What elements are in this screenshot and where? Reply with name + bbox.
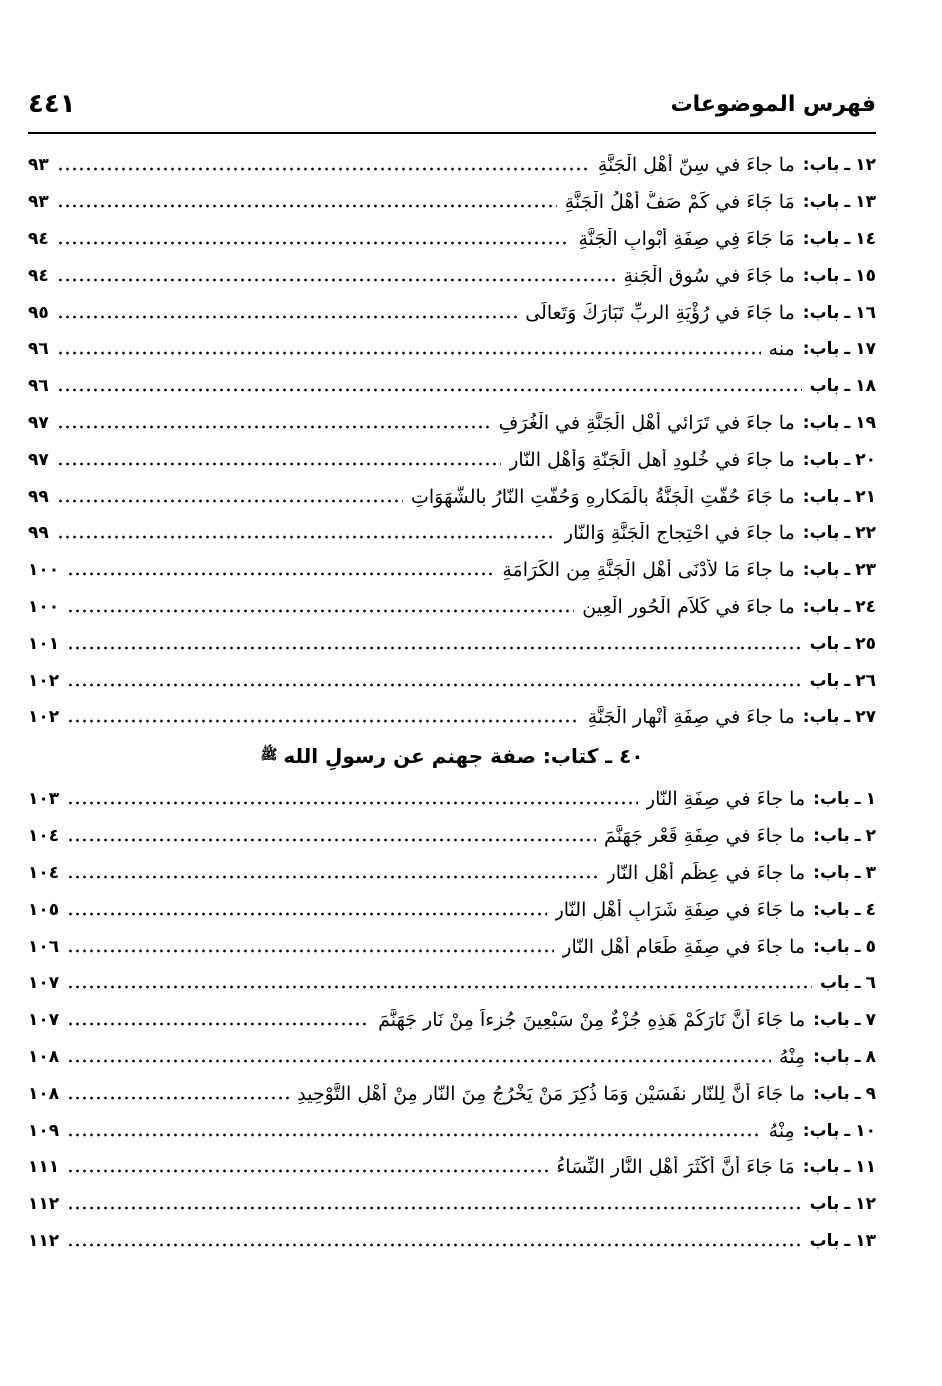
entry-colon: : xyxy=(813,862,820,883)
bab-label: باب xyxy=(819,899,850,920)
toc-entry xyxy=(28,368,876,405)
entry-colon: : xyxy=(802,155,810,176)
entry-title: ما جاءَ في سِنّ أَهْلِ الْجَنَّةِ xyxy=(597,154,795,177)
toc-entry xyxy=(28,589,876,626)
entry-page-number: ٩٤ xyxy=(28,265,49,286)
entry-dash: ـ xyxy=(854,826,861,847)
entry-colon: : xyxy=(813,899,820,920)
entry-page-number: ١٠٠ xyxy=(28,596,60,617)
dot-leader xyxy=(67,718,580,724)
toc-entry xyxy=(28,928,876,965)
entry-colon: : xyxy=(813,1010,820,1031)
toc-entry xyxy=(28,331,876,368)
toc-entry xyxy=(28,1149,876,1186)
entry-dash: ـ xyxy=(854,973,861,994)
entry-title: ما جَاءَ أَنَّ لِلنّارِ نفَسَيْنِ وَمَا ذُكِرَ مَنْ يَخْرُجُ مِنَ النّارِ مِنْ أَهْلِ التَّوْحِيدِ xyxy=(297,1082,806,1105)
entry-colon: : xyxy=(802,596,810,617)
bab-label: باب xyxy=(809,596,840,617)
entry-title: مِنْهُ xyxy=(768,1119,795,1142)
bab-label: باب xyxy=(819,862,850,883)
dot-leader xyxy=(67,645,801,651)
toc-entry xyxy=(28,515,876,552)
section-heading xyxy=(28,736,876,776)
entry-number: ١٦ xyxy=(855,302,876,323)
entry-page-number: ١٠٤ xyxy=(28,862,60,883)
bab-label: باب xyxy=(809,486,840,507)
toc-entry xyxy=(28,965,876,1002)
entry-number: ١٢ xyxy=(855,155,876,176)
dot-leader xyxy=(67,608,574,614)
entry-title: منه xyxy=(768,338,795,361)
entry-dash: ـ xyxy=(844,412,851,433)
entry-colon: : xyxy=(813,1083,820,1104)
bab-label: باب xyxy=(809,265,840,286)
entry-page-number: ١٠٢ xyxy=(28,707,60,728)
entry-page-number: ٩٩ xyxy=(28,486,49,507)
toc-entry xyxy=(28,552,876,589)
entry-colon: : xyxy=(802,707,810,728)
dot-leader xyxy=(57,277,616,283)
entry-number: ١٠ xyxy=(855,1120,876,1141)
entry-dash: ـ xyxy=(844,670,851,691)
entry-title: مَا جَاءَ أَنَّ أَكْثَرَ أَهْلِ النَّارِ النِّسَاءُ xyxy=(556,1156,795,1179)
entry-dash: ـ xyxy=(844,155,851,176)
entry-dash: ـ xyxy=(844,449,851,470)
entry-colon: : xyxy=(802,523,810,544)
entry-colon: : xyxy=(802,302,810,323)
dot-leader xyxy=(67,1021,370,1027)
toc-entry xyxy=(28,405,876,442)
entry-dash: ـ xyxy=(844,1120,851,1141)
dot-leader xyxy=(57,534,556,540)
entry-page-number: ١٠٥ xyxy=(28,899,60,920)
entry-dash: ـ xyxy=(844,376,851,397)
bab-label: باب xyxy=(809,560,840,581)
dot-leader xyxy=(67,800,638,806)
entry-title: ما جاءَ في عِظَمِ أَهْلِ النّارِ xyxy=(606,861,806,884)
toc-entry xyxy=(28,257,876,294)
entry-page-number: ٩٧ xyxy=(28,412,49,433)
dot-leader xyxy=(67,1095,289,1101)
entry-dash: ـ xyxy=(844,560,851,581)
entry-number: ٢٢ xyxy=(855,523,876,544)
entry-dash: ـ xyxy=(854,1083,861,1104)
entry-colon: : xyxy=(802,449,810,470)
entry-colon: : xyxy=(802,412,810,433)
toc-section-jahannam xyxy=(28,781,876,1259)
entry-number: ١٥ xyxy=(855,265,876,286)
bab-label: باب xyxy=(809,1157,840,1178)
entry-colon: : xyxy=(813,936,820,957)
entry-number: ٢٠ xyxy=(855,449,876,470)
entry-number: ١٧ xyxy=(855,339,876,360)
entry-number: ٢٦ xyxy=(855,670,876,691)
bab-label: باب xyxy=(809,412,840,433)
dot-leader xyxy=(67,837,596,843)
toc-entry xyxy=(28,294,876,331)
entry-title: ما جَاءَ في رُؤْيَةِ الربِّ تَبَارَكَ وَتَعالَى xyxy=(525,301,795,324)
entry-number: ٢٣ xyxy=(855,560,876,581)
bab-label: باب xyxy=(809,1194,840,1215)
entry-colon: : xyxy=(802,1157,810,1178)
dot-leader xyxy=(67,984,812,990)
entry-number: ١٣ xyxy=(855,192,876,213)
bab-label: باب xyxy=(809,1230,840,1251)
entry-dash: ـ xyxy=(844,596,851,617)
toc-entry xyxy=(28,184,876,221)
entry-page-number: ١٠٣ xyxy=(28,789,60,810)
entry-title: ما جاءَ في كَلاَمِ الْحُورِ الْعِينِ xyxy=(582,595,795,618)
entry-page-number: ٩٦ xyxy=(28,376,49,397)
bab-label: باب xyxy=(809,228,840,249)
entry-page-number: ١١٢ xyxy=(28,1194,60,1215)
entry-dash: ـ xyxy=(844,228,851,249)
bab-label: باب xyxy=(819,973,850,994)
dot-leader xyxy=(67,1058,771,1064)
entry-title: ما جَاءَ في صِفَةِ شَرَابِ أَهْلِ النّار xyxy=(554,898,806,921)
entry-dash: ـ xyxy=(844,302,851,323)
dot-leader xyxy=(67,682,801,688)
dot-leader xyxy=(67,911,546,917)
entry-number: ٢٥ xyxy=(855,633,876,654)
entry-title: ما جاءَ في صِفَةِ طَعَامِ أَهْلِ النّارِ xyxy=(562,935,806,958)
bab-label: باب xyxy=(809,707,840,728)
dot-leader xyxy=(67,571,494,577)
entry-dash: ـ xyxy=(844,1157,851,1178)
entry-page-number: ٩٧ xyxy=(28,449,49,470)
entry-number: ٢١ xyxy=(855,486,876,507)
dot-leader xyxy=(67,1132,761,1138)
entry-title: ما جاءَ في تَرَائي أَهْلِ الْجَنَّةِ في الْغُرَفِ xyxy=(498,411,795,434)
bab-label: باب xyxy=(819,1046,850,1067)
toc-entry xyxy=(28,1223,876,1260)
entry-dash: ـ xyxy=(844,1230,851,1251)
toc-entry xyxy=(28,441,876,478)
bab-label: باب xyxy=(809,633,840,654)
bab-label: باب xyxy=(819,789,850,810)
bab-label: باب xyxy=(809,1120,840,1141)
section-heading-text: ٤٠ ـ كتاب: صفة جهنم عن رسولِ الله xyxy=(283,744,644,768)
entry-title: ما جاءَ في احْتِجاجِ الْجَنَّةِ وَالنّار xyxy=(563,522,795,545)
entry-number: ٤ xyxy=(865,899,876,920)
dot-leader xyxy=(57,461,501,467)
toc-entry xyxy=(28,147,876,184)
entry-title: ما جَاءَ حُفَّتِ الْجَنَّةُ بالْمَكارِهِ وَحُفَّتِ النّارُ بالشَّهَوَاتِ xyxy=(411,485,795,508)
entry-page-number: ١٠٨ xyxy=(28,1046,60,1067)
entry-number: ٧ xyxy=(865,1010,876,1031)
entry-dash: ـ xyxy=(854,899,861,920)
entry-title: ما جَاءَ في سُوقِ الْجَنةِ xyxy=(623,264,795,287)
dot-leader xyxy=(57,424,491,430)
entry-page-number: ١٠٧ xyxy=(28,1010,60,1031)
entry-dash: ـ xyxy=(844,192,851,213)
honorific-glyph: ﷺ xyxy=(260,747,278,763)
toc-entry xyxy=(28,478,876,515)
entry-page-number: ١٠٧ xyxy=(28,973,60,994)
dot-leader xyxy=(67,1205,801,1211)
dot-leader xyxy=(67,1168,548,1174)
bab-label: باب xyxy=(809,523,840,544)
dot-leader xyxy=(57,203,557,209)
entry-title: مِنْهُ xyxy=(779,1045,806,1068)
bab-label: باب xyxy=(809,449,840,470)
entry-dash: ـ xyxy=(854,789,861,810)
entry-page-number: ١٠٩ xyxy=(28,1120,60,1141)
entry-page-number: ١٠٦ xyxy=(28,936,60,957)
entry-dash: ـ xyxy=(844,339,851,360)
toc-entry xyxy=(28,221,876,258)
entry-dash: ـ xyxy=(844,633,851,654)
entry-page-number: ١٠٨ xyxy=(28,1083,60,1104)
entry-number: ١٤ xyxy=(855,228,876,249)
entry-title: ما جاءَ في صِفَةِ النّارِ xyxy=(645,788,806,811)
bab-label: باب xyxy=(809,155,840,176)
bab-label: باب xyxy=(819,826,850,847)
entry-number: ١ xyxy=(865,789,876,810)
bab-label: باب xyxy=(809,670,840,691)
entry-page-number: ١١١ xyxy=(28,1157,60,1178)
entry-page-number: ١٠٤ xyxy=(28,826,60,847)
entry-page-number: ٩٣ xyxy=(28,155,49,176)
entry-number: ٢٧ xyxy=(855,707,876,728)
entry-number: ١٨ xyxy=(855,376,876,397)
toc-entry xyxy=(28,781,876,818)
entry-colon: : xyxy=(802,486,810,507)
bab-label: باب xyxy=(809,302,840,323)
entry-dash: ـ xyxy=(844,707,851,728)
entry-page-number: ١٠٠ xyxy=(28,560,60,581)
entry-colon: : xyxy=(813,826,820,847)
toc-section-jannah xyxy=(28,147,876,736)
toc-entry xyxy=(28,1075,876,1112)
running-title: فهرس الموضوعات xyxy=(670,91,876,117)
entry-page-number: ١٠١ xyxy=(28,633,60,654)
bab-label: باب xyxy=(809,339,840,360)
dot-leader xyxy=(57,387,802,393)
entry-title: مَا جَاءَ في كَمْ صَفُّ أَهْلُ الْجَنَّةِ xyxy=(564,191,795,214)
toc-entry xyxy=(28,699,876,736)
entry-page-number: ٩٤ xyxy=(28,228,49,249)
toc-entry xyxy=(28,1112,876,1149)
entry-page-number: ٩٦ xyxy=(28,339,49,360)
toc-entry xyxy=(28,1039,876,1076)
entry-colon: : xyxy=(813,789,820,810)
bab-label: باب xyxy=(819,1083,850,1104)
toc-entry xyxy=(28,1186,876,1223)
entry-number: ٨ xyxy=(865,1046,876,1067)
dot-leader xyxy=(57,314,517,320)
entry-title: ما جاءَ مَا لأَدْنَى أَهْلِ الْجَنَّةِ مِن الكَرَامَةِ xyxy=(502,559,795,582)
bab-label: باب xyxy=(819,1010,850,1031)
entry-number: ٩ xyxy=(865,1083,876,1104)
entry-dash: ـ xyxy=(854,936,861,957)
entry-dash: ـ xyxy=(854,862,861,883)
entry-page-number: ٩٥ xyxy=(28,302,49,323)
entry-number: ٥ xyxy=(865,936,876,957)
entry-page-number: ٩٩ xyxy=(28,523,49,544)
toc-entry xyxy=(28,625,876,662)
toc-entry xyxy=(28,662,876,699)
entry-page-number: ١١٢ xyxy=(28,1230,60,1251)
toc-entry xyxy=(28,818,876,855)
entry-number: ٦ xyxy=(865,973,876,994)
entry-colon: : xyxy=(802,265,810,286)
entry-number: ١٩ xyxy=(855,412,876,433)
entry-colon: : xyxy=(802,1120,810,1141)
entry-dash: ـ xyxy=(844,523,851,544)
entry-dash: ـ xyxy=(854,1010,861,1031)
dot-leader xyxy=(67,874,598,880)
entry-page-number: ٩٣ xyxy=(28,192,49,213)
bab-label: باب xyxy=(819,936,850,957)
entry-number: ٣ xyxy=(865,862,876,883)
dot-leader xyxy=(67,1242,801,1248)
header-rule xyxy=(28,132,876,134)
entry-colon: : xyxy=(802,560,810,581)
entry-title: مَا جَاءَ فِي صِفَةِ أَبْوابِ الْجَنَّةِ xyxy=(578,227,795,250)
dot-leader xyxy=(57,350,761,356)
page-number: ٤٤١ xyxy=(28,89,76,119)
dot-leader xyxy=(67,948,554,954)
entry-number: ٢ xyxy=(865,826,876,847)
bab-label: باب xyxy=(809,192,840,213)
entry-dash: ـ xyxy=(844,265,851,286)
entry-number: ١٢ xyxy=(855,1194,876,1215)
entry-colon: : xyxy=(802,339,810,360)
entry-title: ما جَاءَ أَنَّ نَارَكُمْ هَذِهِ جُزْءٌ مِنْ سَبْعِينَ جُزءاً مِنْ نَارِ جَهَنَّمَ xyxy=(378,1009,806,1032)
entry-title: ما جاءَ في صِفَةِ قَعْرِ جَهَنَّمَ xyxy=(604,825,806,848)
entry-page-number: ١٠٢ xyxy=(28,670,60,691)
entry-title: ما جاءَ في صِفَةِ أَنْهارِ الْجَنَّةِ xyxy=(587,706,795,729)
entry-colon: : xyxy=(802,228,810,249)
entry-colon: : xyxy=(813,1046,820,1067)
entry-number: ٢٤ xyxy=(855,596,876,617)
dot-leader xyxy=(57,240,571,246)
page-header xyxy=(28,82,876,126)
dot-leader xyxy=(57,166,590,172)
entry-number: ١٣ xyxy=(855,1230,876,1251)
bab-label: باب xyxy=(809,376,840,397)
toc-entry xyxy=(28,891,876,928)
entry-dash: ـ xyxy=(854,1046,861,1067)
dot-leader xyxy=(57,498,403,504)
entry-colon: : xyxy=(802,192,810,213)
entry-number: ١١ xyxy=(855,1157,876,1178)
toc-entry xyxy=(28,855,876,892)
entry-dash: ـ xyxy=(844,1194,851,1215)
toc-entry xyxy=(28,1002,876,1039)
entry-title: ما جاءَ في خُلودِ أَهلِ الْجَنّةِ وَأَهْلِ النّارِ xyxy=(509,448,795,471)
entry-dash: ـ xyxy=(844,486,851,507)
